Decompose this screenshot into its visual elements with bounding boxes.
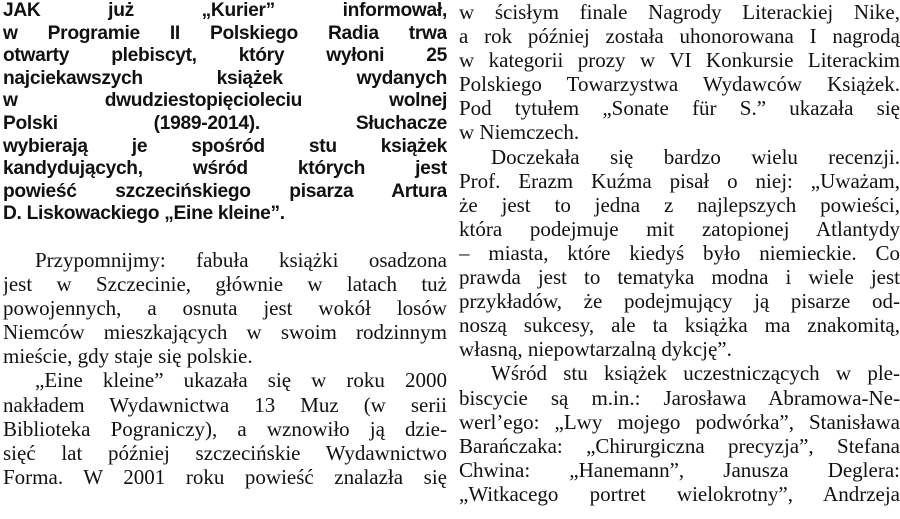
lead-line: Polski (1989-2014). Słuchacze [3,112,447,134]
text-line: Doczekała się bardzo wielu recenzji. [491,144,900,169]
article-paragraph [3,248,447,368]
paragraph-gap [3,226,447,248]
lead-line: D. Liskowackiego „Eine kleine”. [3,203,285,225]
text-line: jest w Szczecinie, głównie w latach tuż [3,272,447,297]
text-line: przykładów, że podejmujący ją pisarze od- [459,289,900,314]
article-paragraph [3,368,447,488]
text-line: że jest to jedna z najlepszych powieści, [459,192,900,217]
article-paragraph [459,361,900,506]
text-line: Wśród stu książek uczestniczących w ple- [491,361,900,386]
text-line: Prof. Erazm Kuźma pisał o niej: „Uważam, [459,168,900,193]
lead-line: najciekawszych książek wydanych [3,67,447,89]
lead-line: otwarty plebiscyt, który wyłoni 25 [3,45,447,67]
right-column [459,0,900,506]
text-line: noszą sukcesy, ale ta książka ma znakomitą, [459,313,900,338]
text-line: powojennych, a osnuta jest wokół losów [3,296,447,321]
text-line: – miasta, które kiedyś było niemieckie. Co [459,240,900,265]
text-line: „Eine kleine” ukazała się w roku 2000 [35,368,447,393]
text-line: własną, niepowtarzalną dykcję”. [459,337,732,362]
article-lead [3,0,447,226]
lead-line: JAK już „Kurier” informował, [3,0,447,21]
text-line: werl’ego: „Lwy mojego podwórka”, Stanisława [459,409,900,434]
lead-line: kandydujących, wśród których jest [3,158,447,180]
lead-line: w dwudziestopięcioleciu wolnej [3,90,447,112]
text-line: w kategorii prozy w VI Konkursie Literackim [459,48,900,73]
text-line: Pod tytułem „Sonate für S.” ukazała się [459,96,900,121]
left-column [0,0,447,489]
text-line: Biblioteka Pograniczy), a wznowiło ją dzie- [3,416,447,441]
text-line: biscycie są m.in.: Jarosława Abramowa-Ne- [459,385,900,410]
text-line: w Niemczech. [459,120,580,145]
text-line: Polskiego Towarzystwa Wydawców Książek. [459,72,900,97]
text-line: „Witkacego portret wielokrotny”, Andrzeja [459,481,900,506]
text-line: sięć lat później szczecińskie Wydawnictwo [3,440,447,465]
text-line: nakładem Wydawnictwa 13 Muz (w serii [3,392,447,417]
lead-line: wybierają je spośród stu książek [3,135,447,157]
text-line: mieście, gdy staje się polskie. [3,344,253,369]
text-line: prawda jest to tematyka modna i wiele jest [459,265,900,290]
text-line: która podejmuje mit zatopionej Atlantydy [459,216,900,241]
text-line: a rok później została uhonorowana I nagrodą [459,24,900,49]
text-line: Barańczaka: „Chirurgiczna precyzja”, Stefana [459,433,900,458]
text-line: Forma. W 2001 roku powieść znalazła się [3,464,447,489]
text-line: Niemców mieszkających w swoim rodzinnym [3,320,447,345]
article-paragraph [459,0,900,145]
text-line: Chwina: „Hanemann”, Janusza Deglera: [459,457,900,482]
text-line: Przypomnijmy: fabuła książki osadzona [35,247,447,272]
lead-line: w Programie II Polskiego Radia trwa [3,22,447,44]
lead-line: powieść szczecińskiego pisarza Artura [3,180,447,202]
text-line: w ścisłym finale Nagrody Literackiej Nike, [459,0,900,24]
article-paragraph [459,145,900,362]
